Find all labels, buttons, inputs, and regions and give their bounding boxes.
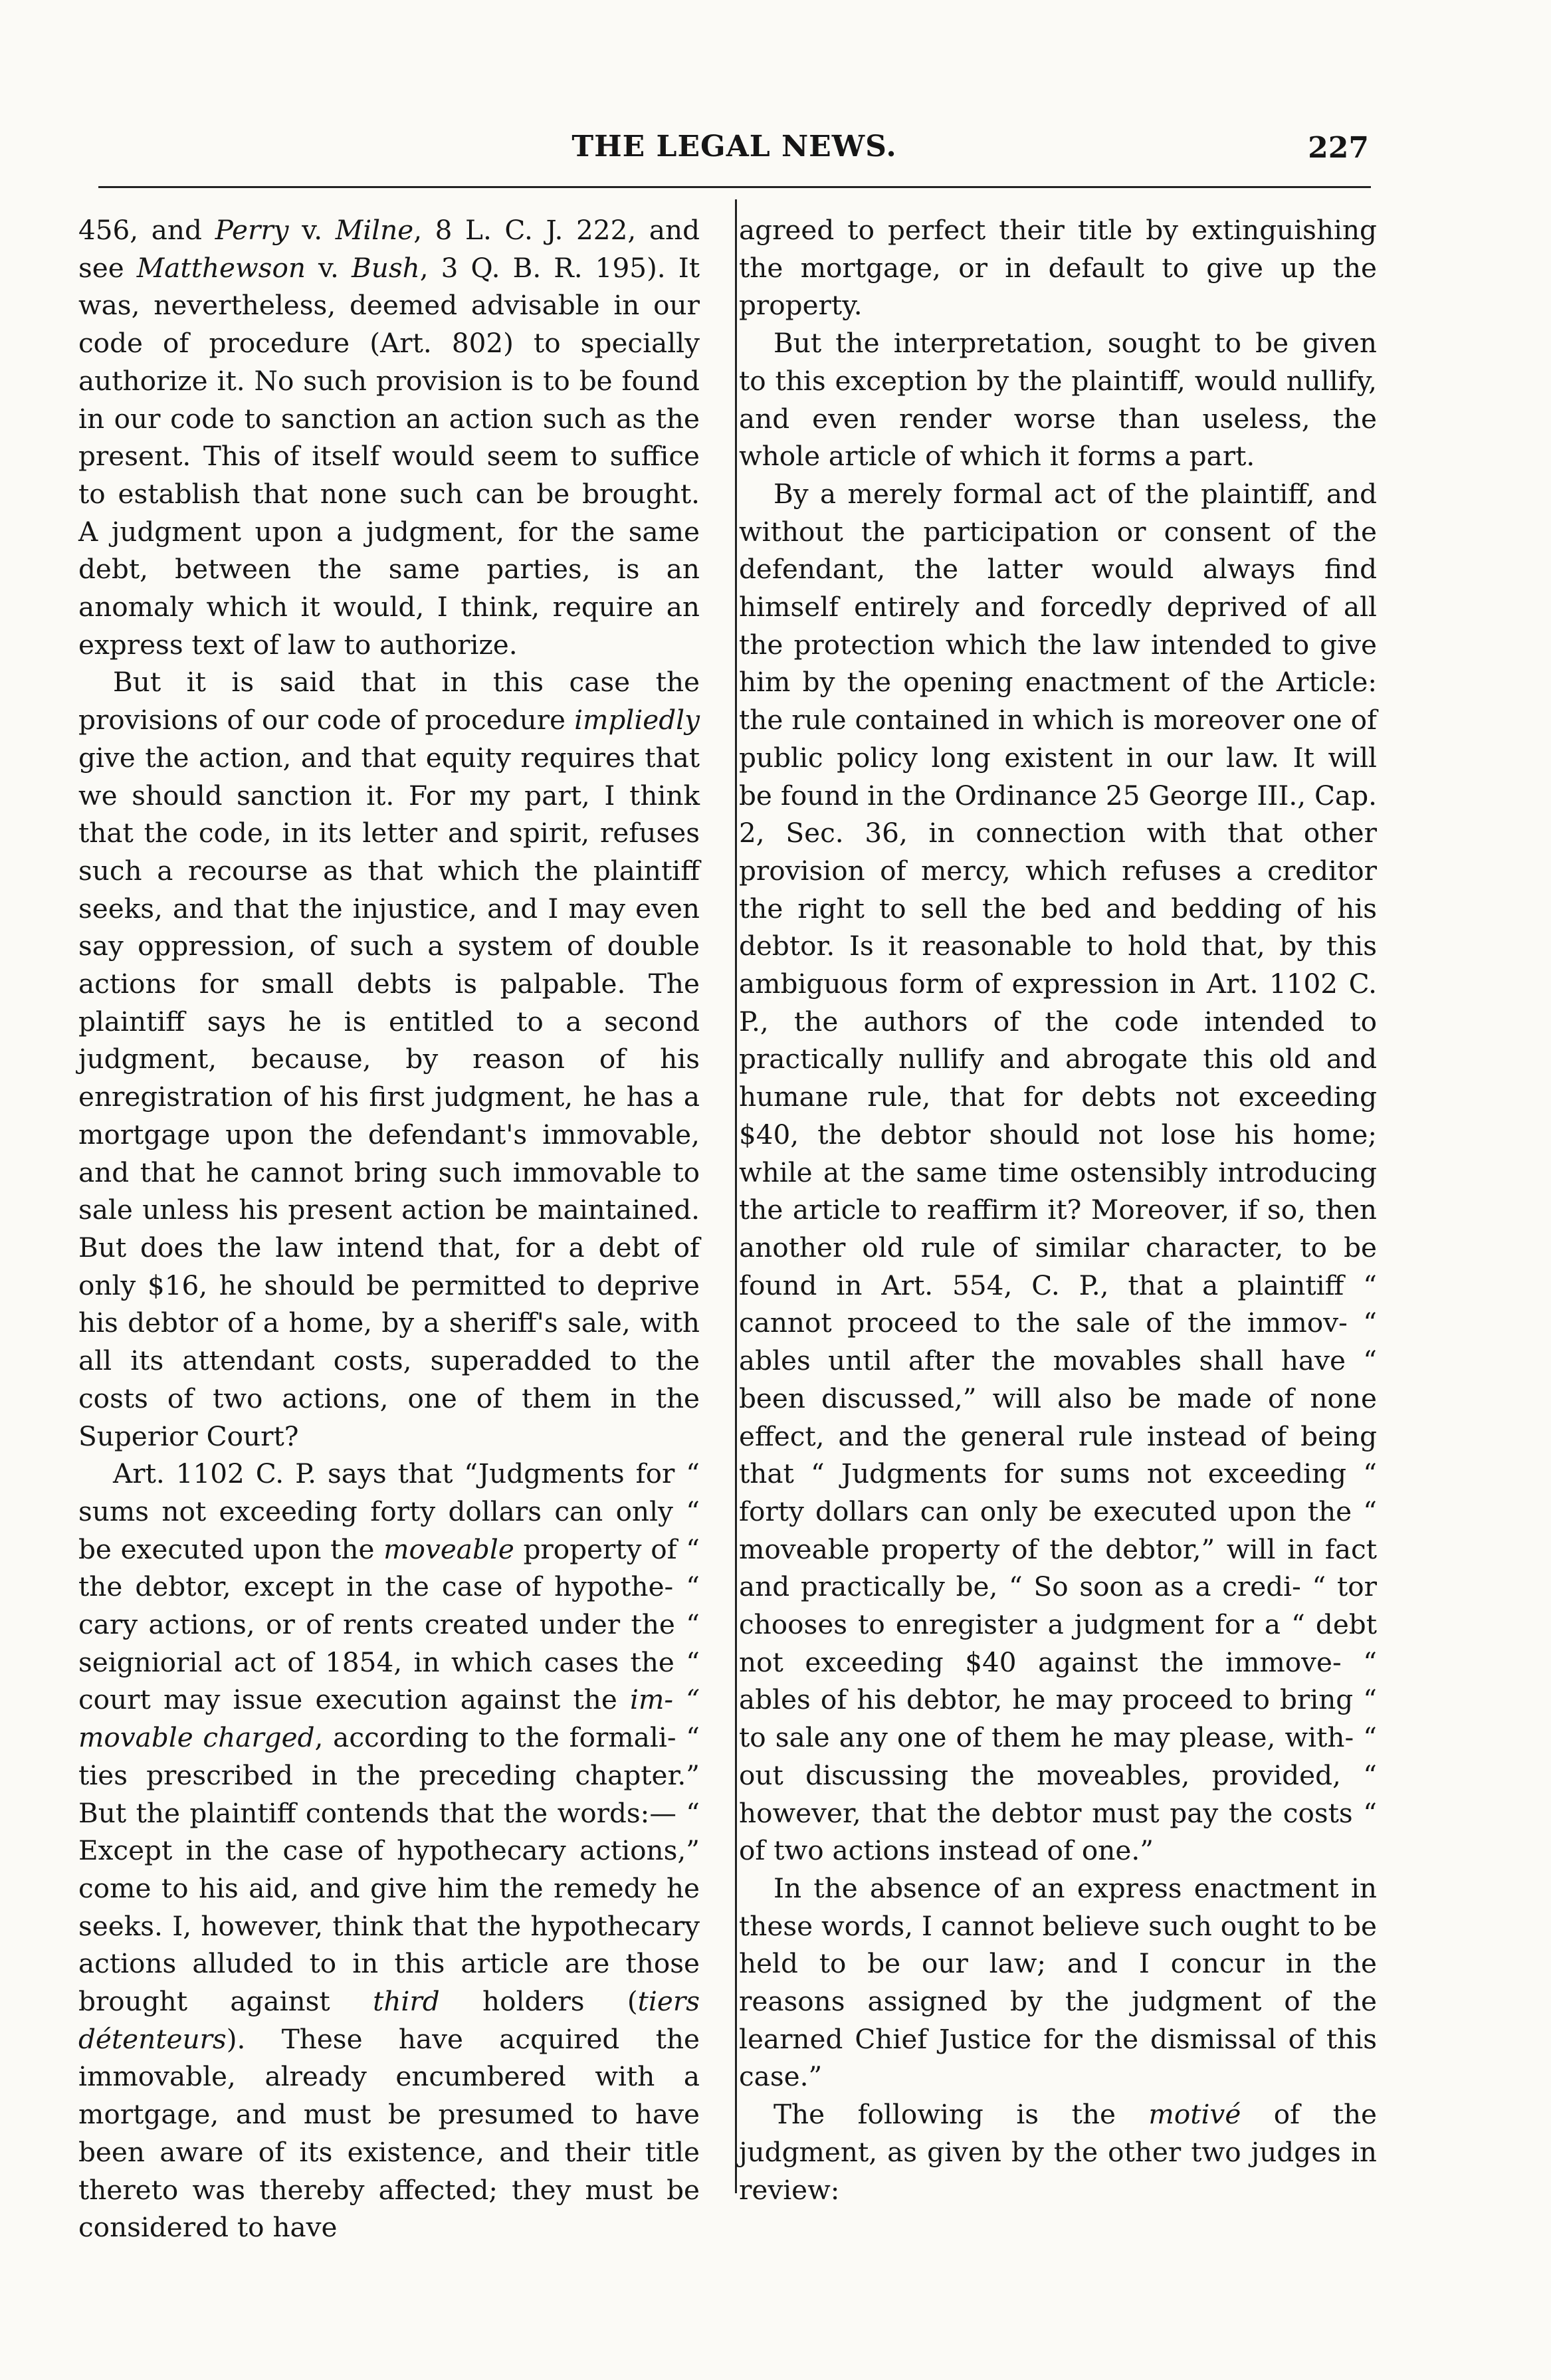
paragraph: 456, and Perry v. Milne, 8 L. C. J. 222, and see Matthewson v. Bush, 3 Q. B. R. 195). It was, nevertheless, deemed advisable in our code of procedure (Art. 802) to specially authorize it. No such provision is to be found in our code to sanction an action such as the present. This of itself would seem to suffice to establish that none such can be brought. A judgment upon a judgment, for the same debt, between the same parties, is an anomaly which it would, I think, require an express text of law to authorize. [78, 214, 700, 661]
paragraph: agreed to perfect their title by extinguishing the mortgage, or in default to give up the property. [739, 214, 1377, 322]
paragraph: Art. 1102 C. P. says that “Judgments for “ sums not exceeding forty dollars can only “ be executed upon the moveable property of “ the debtor, except in the case of hypothe- “ cary actions, or of rents created under the “ seigniorial act of 1854, in which cases the “ court may issue execution against the im- “ movable charged, according to the formali- “ ties prescribed in the preceding chapter.” But the plaintiff contends that the words:— “ Except in the case of hypothecary actions,” come to his aid, and give him the remedy he seeks. I, however, think that the hypothecary actions alluded to in this article are those brought against third holders (tiers détenteurs). These have acquired the immovable, already encumbered with a mortgage, and must be presumed to have been aware of its existence, and their title thereto was thereby affected; they must be considered to have [78, 1458, 700, 2244]
right-column [739, 211, 1377, 2209]
paragraph: The following is the motivé of the judgment, as given by the other two judges in review: [739, 2098, 1377, 2206]
header-rule [98, 186, 1371, 188]
left-column [78, 211, 700, 2246]
paragraph: By a merely formal act of the plaintiff, and without the participation or consent of the defendant, the latter would always find himself entirely and forcedly deprived of all the protection which the law intended to give him by the opening enactment of the Article: the rule contained in which is moreover one of public policy long existent in our law. It will be found in the Ordinance 25 George III., Cap. 2, Sec. 36, in connection with that other provision of mercy, which refuses a creditor the right to sell the bed and bedding of his debtor. Is it reasonable to hold that, by this ambiguous form of expression in Art. 1102 C. P., the authors of the code intended to practically nullify and abrogate this old and humane rule, that for debts not exceeding $40, the debtor should not lose his home; while at the same time ostensibly introducing the article to reaffirm it? Moreover, if so, then another old rule of similar character, to be found in Art. 554, C. P., that a plaintiff “ cannot proceed to the sale of the immov- “ ables until after the movables shall have “ been discussed,” will also be made of none effect, and the general rule instead of being that “ Judgments for sums not exceeding “ forty dollars can only be executed upon the “ moveable property of the debtor,” will in fact and practically be, “ So soon as a credi- “ tor chooses to enregister a judgment for a “ debt not exceeding $40 against the immove- “ ables of his debtor, he may proceed to bring “ to sale any one of them he may please, with- “ out discussing the moveables, provided, “ however, that the debtor must pay the costs “ of two actions instead of one.” [739, 477, 1377, 1867]
paragraph: But it is said that in this case the provisions of our code of procedure impliedly give the action, and that equity requires that we should sanction it. For my part, I think that the code, in its letter and spirit, refuses such a recourse as that which the plaintiff seeks, and that the injustice, and I may even say oppression, of such a system of double actions for small debts is palpable. The plaintiff says he is entitled to a second judgment, because, by reason of his enregistration of his first judgment, he has a mortgage upon the defendant's immovable, and that he cannot bring such immovable to sale unless his present action be maintained. But does the law intend that, for a debt of only $16, he should be permitted to deprive his debtor of a home, by a sheriff's sale, with all its attendant costs, superadded to the costs of two actions, one of them in the Superior Court? [78, 666, 700, 1452]
page-number: 227 [1308, 131, 1369, 165]
paragraph: But the interpretation, sought to be given to this exception by the plaintiff, would nullify, and even render worse than useless, the whole article of which it forms a part. [739, 327, 1377, 473]
column-divider [735, 199, 737, 2193]
page-header [100, 130, 1369, 183]
journal-title: THE LEGAL NEWS. [571, 130, 897, 163]
paragraph: In the absence of an express enactment in these words, I cannot believe such ought to be held to be our law; and I concur in the reasons assigned by the judgment of the learned Chief Justice for the dismissal of this case.” [739, 1872, 1377, 2093]
